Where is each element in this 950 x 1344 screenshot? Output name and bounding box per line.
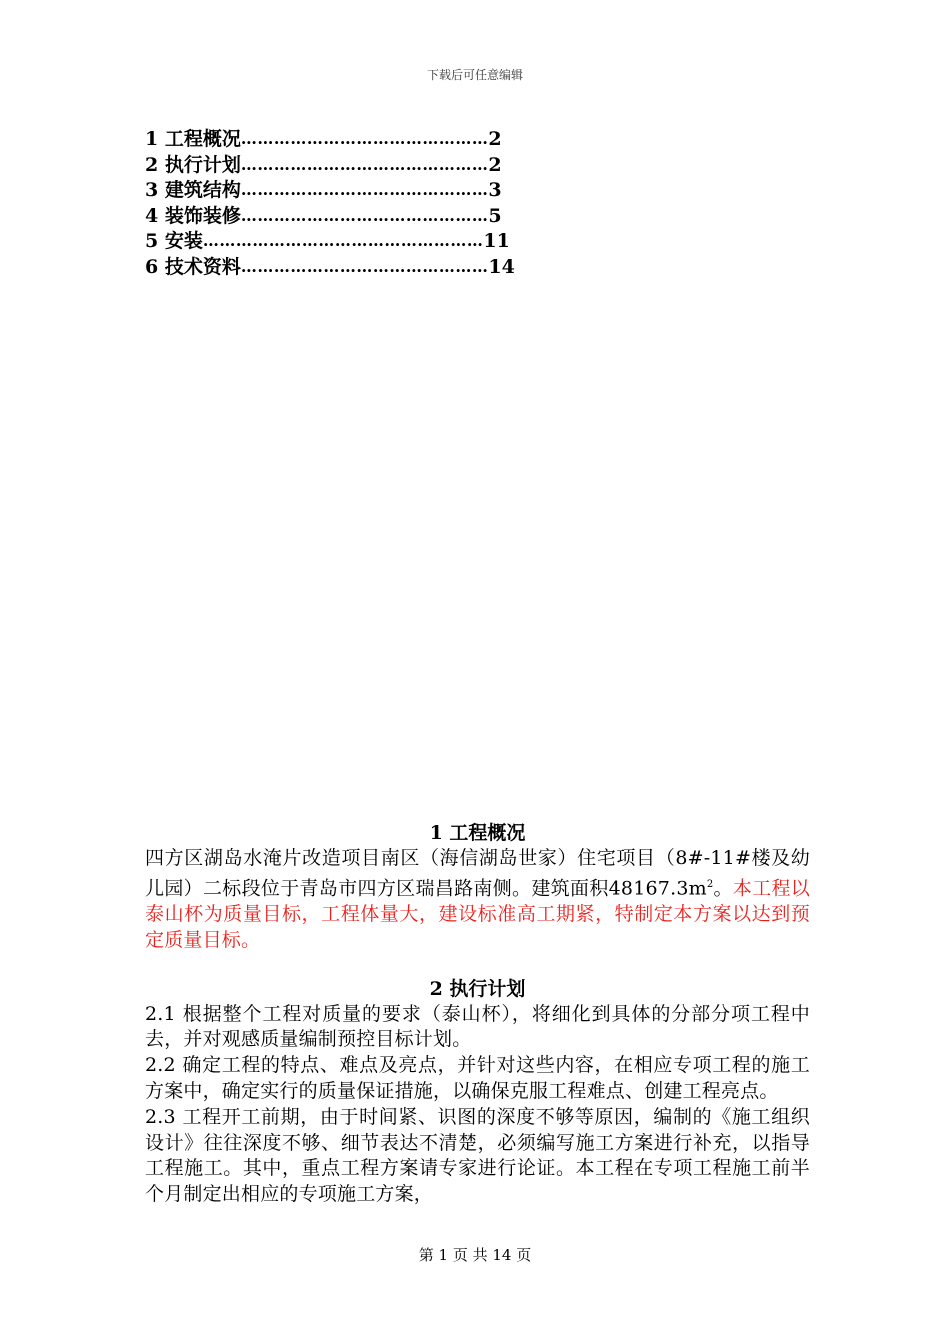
toc-entry-page: 2 [488, 153, 502, 176]
toc-entry[interactable] [145, 203, 665, 229]
toc-entry-leader: …………………………………………… [202, 231, 484, 250]
toc-entry-title: 执行计划 [164, 153, 241, 176]
toc-entry[interactable] [145, 152, 665, 178]
toc-entry-leader: ……………………………………… [240, 154, 489, 174]
paragraph-text: 四方区湖岛水淹片改造项目南区（海信湖岛世家）住宅项目（8#-11#楼及幼儿园）二标段位于青岛市四方区瑞昌路南侧。建筑面积48167.3m [145, 847, 810, 900]
toc-entry-title: 安装 [164, 230, 203, 252]
toc-entry-page: 2 [488, 128, 502, 150]
list-item: 2.3 工程开工前期，由于时间紧、识图的深度不够等原因，编制的《施工组织设计》往往深度不够、细节表达不清楚，必须编写施工方案进行补充，以指导工程施工。其中，重点工程方案请专家进行论证。本工程在专项工程施工前半个月制定出相应的专项施工方案， [145, 1105, 810, 1206]
toc-entry-number: 6 [145, 255, 159, 278]
toc-entry[interactable] [145, 177, 665, 203]
toc-entry-number: 5 [145, 230, 159, 252]
page-header: 下载后可任意编辑 [426, 68, 523, 82]
spacer [145, 954, 810, 976]
toc-entry-number: 1 [145, 128, 159, 150]
paragraph-text: 。 [713, 877, 733, 900]
list-item: 2.2 确定工程的特点、难点及亮点，并针对这些内容，在相应专项工程的施工方案中，确定实行的质量保证措施，以确保克服工程难点、创建工程亮点。 [145, 1054, 810, 1102]
toc-entry[interactable] [145, 254, 665, 280]
highlighted-text: 本工程以泰山杯为质量目标，工程体量大，建设标准高工期紧，特制定本方案以达到预定质量目标。 [145, 877, 810, 951]
page-footer: 第 1 页 共 14 页 [418, 1246, 532, 1264]
document-body [145, 820, 810, 1208]
toc-entry-title: 装饰装修 [164, 204, 241, 227]
list-item: 2.1 根据整个工程对质量的要求（泰山杯），将细化到具体的分部分项工程中去，并对观感质量编制预控目标计划。 [145, 1002, 810, 1051]
toc-entry-page: 11 [483, 230, 510, 252]
toc-entry[interactable] [145, 126, 665, 152]
table-of-contents [145, 126, 665, 279]
toc-entry-page: 5 [488, 204, 502, 227]
toc-entry-leader: ……………………………………… [240, 256, 489, 276]
section-paragraph [145, 846, 810, 954]
section-title: 2 执行计划 [429, 977, 526, 1000]
toc-entry-leader: ……………………………………… [240, 205, 489, 225]
toc-entry[interactable] [145, 228, 665, 254]
toc-entry-number: 4 [145, 204, 159, 227]
toc-entry-title: 技术资料 [164, 255, 241, 278]
superscript: 2 [706, 878, 714, 890]
toc-entry-leader: ……………………………………… [240, 129, 489, 148]
toc-entry-title: 工程概况 [164, 128, 241, 150]
toc-entry-title: 建筑结构 [164, 179, 241, 201]
section-title: 1 工程概况 [429, 822, 526, 844]
toc-entry-page: 3 [488, 179, 502, 201]
toc-entry-number: 2 [145, 153, 159, 176]
toc-entry-number: 3 [145, 179, 159, 201]
toc-entry-page: 14 [488, 255, 515, 278]
toc-entry-leader: ……………………………………… [240, 180, 489, 199]
